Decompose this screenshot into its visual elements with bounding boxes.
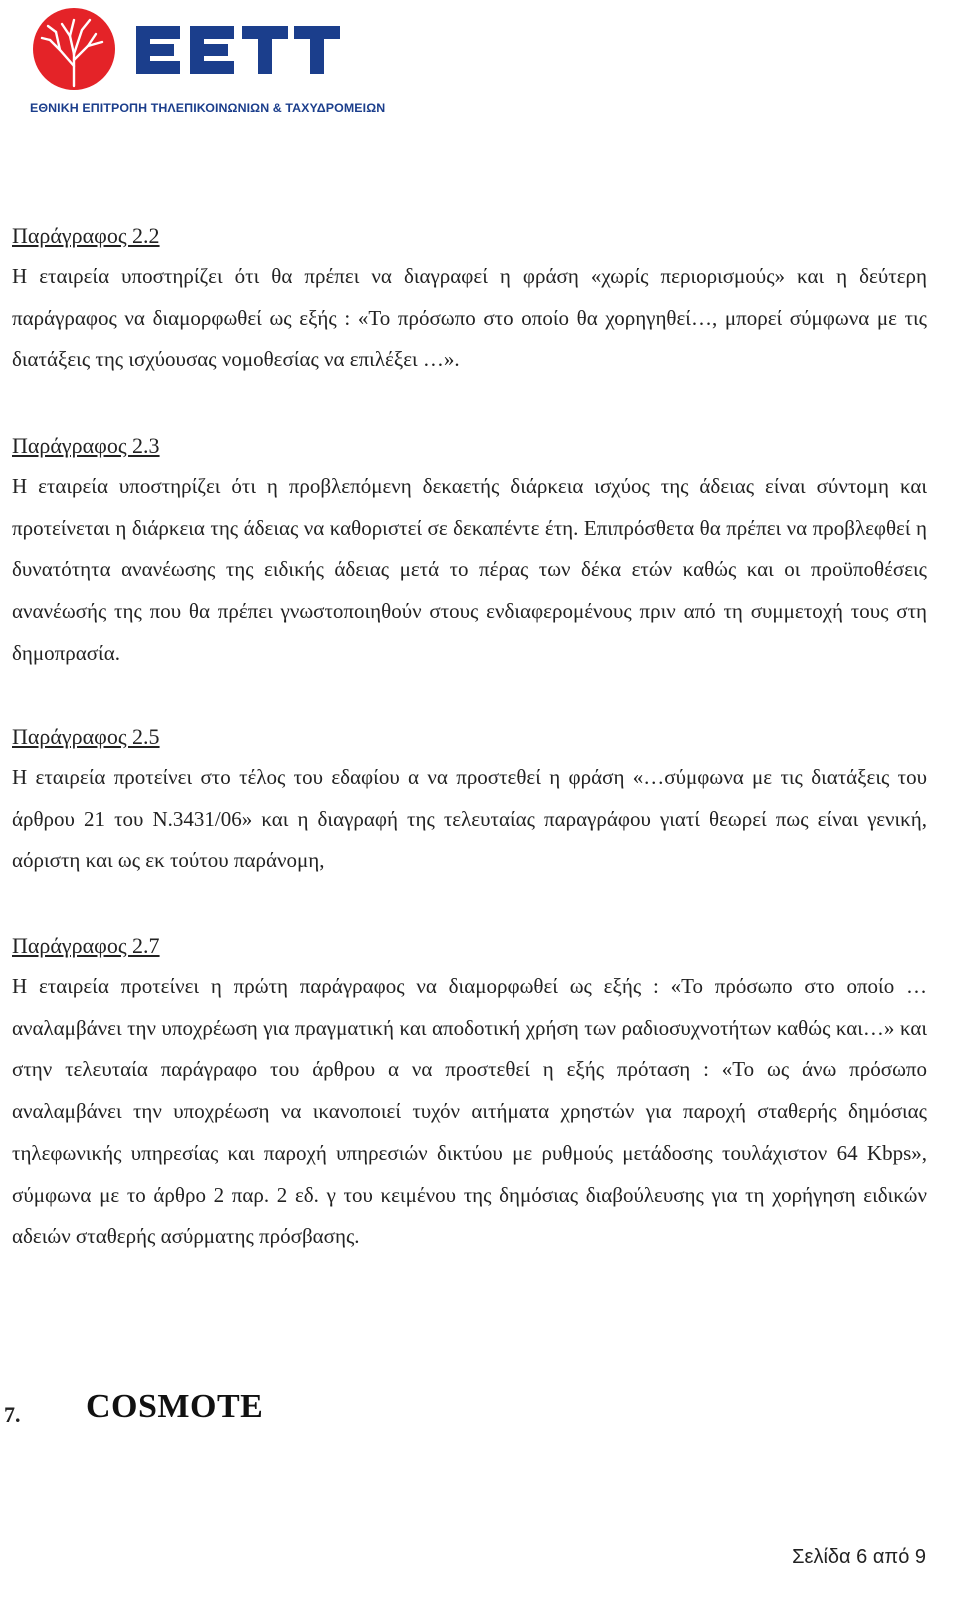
section-heading: Παράγραφος 2.3 <box>12 433 160 458</box>
section-paragraph-2-2 <box>12 222 927 381</box>
section-paragraph-2-7 <box>12 932 927 1258</box>
section-heading: Παράγραφος 2.2 <box>12 223 160 248</box>
page-number: Σελίδα 6 από 9 <box>792 1546 926 1568</box>
section-body: Η εταιρεία προτείνει η πρώτη παράγραφος να διαμορφωθεί ως εξής : «Το πρόσωπο στο οποίο … αναλαμβάνει την υποχρέωση για πραγματική και αποδοτική χρήση των ραδιοσυχνοτήτων καθώς και…» και στην τελευταία παράγραφο του άρθρου α να προστεθεί η εξής πρόταση : «Το ως άνω πρόσωπο αναλαμβάνει την υποχρέωση να ικανοποιεί τυχόν αιτήματα χρηστών για παροχή σταθερής δημόσιας τηλεφωνικής υπηρεσίας και παροχή υπηρεσιών δικτύου με ρυθμούς μετάδοσης τουλάχιστον 64 Kbps», σύμφωνα με το άρθρο 2 παρ. 2 εδ. γ του κειμένου της δημόσιας διαβούλευσης για τη χορήγηση ειδικών αδειών σταθερής ασύρματης πρόσβασης. <box>12 974 927 1249</box>
eett-logo-graphic <box>30 6 340 96</box>
section-body: Η εταιρεία υποστηρίζει ότι η προβλεπόμενη δεκαετής διάρκεια ισχύος της άδειας είναι σύντομη και προτείνεται η διάρκεια της άδειας να καθοριστεί σε δεκαπέντε έτη. Επιπρόσθετα θα πρέπει να προβλεφθεί η δυνατότητα ανανέωσης της ειδικής άδειας μετά το πέρας των δέκα ετών καθώς και οι προϋποθέσεις ανανέωσής της που θα πρέπει γνωστοποιηθούν στους ενδιαφερομένους πριν από τη συμμετοχή τους στη δημοπρασία. <box>12 474 927 665</box>
eett-wordmark <box>136 26 340 74</box>
section-body: Η εταιρεία υποστηρίζει ότι θα πρέπει να διαγραφεί η φράση «χωρίς περιορισμούς» και η δεύτερη παράγραφος να διαμορφωθεί ως εξής : «Το πρόσωπο στο οποίο θα χορηγηθεί…, μπορεί σύμφωνα με τις διατάξεις της ισχύουσας νομοθεσίας να επιλέξει …». <box>12 264 927 372</box>
section-paragraph-2-5 <box>12 723 927 882</box>
item-number: 7. <box>4 1402 21 1427</box>
section-heading: Παράγραφος 2.7 <box>12 933 160 958</box>
organization-name: ΕΘΝΙΚΗ ΕΠΙΤΡΟΠΗ ΤΗΛΕΠΙΚΟΙΝΩΝΙΩΝ & ΤΑΧΥΔΡΟΜΕΙΩΝ <box>30 101 386 115</box>
company-heading: COSMOTE <box>86 1388 264 1425</box>
section-paragraph-2-3 <box>12 432 927 675</box>
eett-logo <box>30 6 386 118</box>
section-heading: Παράγραφος 2.5 <box>12 724 160 749</box>
section-body: Η εταιρεία προτείνει στο τέλος του εδαφίου α να προστεθεί η φράση «…σύμφωνα με τις διατάξεις του άρθρου 21 του Ν.3431/06» και η διαγραφή της τελευταίας παραγράφου γιατί θεωρεί πως είναι γενική, αόριστη και ως εκ τούτου παράνομη, <box>12 765 927 873</box>
